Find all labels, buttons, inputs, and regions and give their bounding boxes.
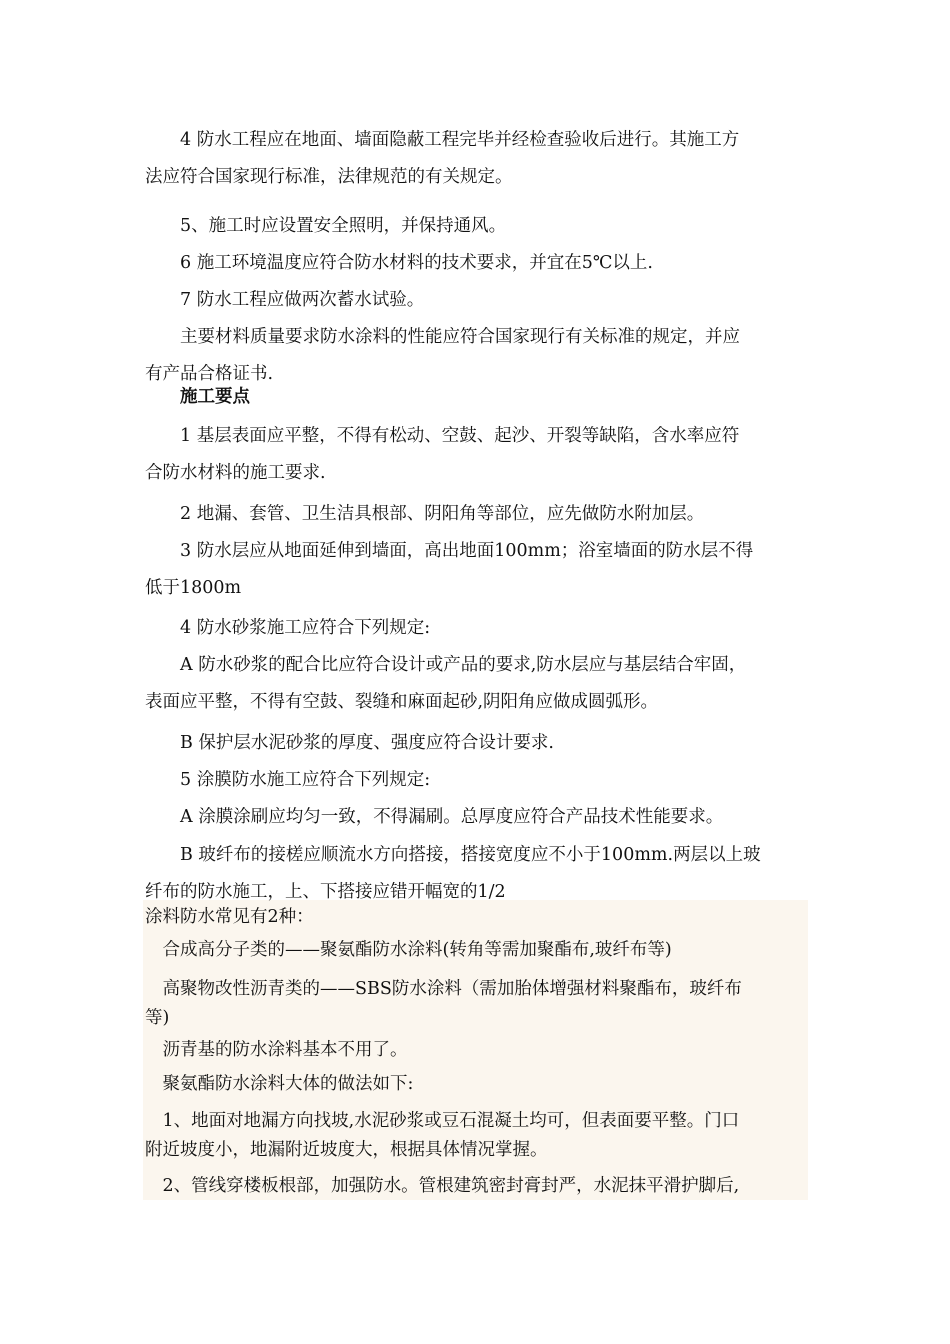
text-line: B 保护层水泥砂浆的厚度、强度应符合设计要求. bbox=[145, 733, 554, 753]
text-line: 附近坡度小，地漏附近坡度大，根据具体情况掌握。 bbox=[145, 1140, 548, 1160]
text-line: 3 防水层应从地面延伸到墙面，高出地面100mm；浴室墙面的防水层不得 bbox=[145, 541, 754, 561]
shaded-paragraph bbox=[145, 1172, 810, 1201]
text-line: 法应符合国家现行标准，法律规范的有关规定。 bbox=[145, 167, 513, 187]
paragraph bbox=[145, 282, 810, 319]
text-line: A 涂膜涂刷应均匀一致，不得漏刷。总厚度应符合产品技术性能要求。 bbox=[145, 807, 724, 827]
text-line: 合成高分子类的——聚氨酯防水涂料(转角等需加聚酯布,玻纤布等) bbox=[145, 940, 672, 960]
shaded-paragraph bbox=[145, 975, 810, 1033]
text-line: 等) bbox=[145, 1008, 170, 1028]
text-line: 沥青基的防水涂料基本不用了。 bbox=[145, 1040, 408, 1060]
shaded-paragraph bbox=[145, 1107, 810, 1165]
shaded-paragraph bbox=[145, 903, 810, 932]
text-line: 表面应平整，不得有空鼓、裂缝和麻面起砂,阴阳角应做成圆弧形。 bbox=[145, 692, 659, 712]
shaded-paragraph bbox=[145, 1070, 810, 1099]
text-line: 5、施工时应设置安全照明，并保持通风。 bbox=[145, 216, 507, 236]
paragraph bbox=[145, 647, 810, 721]
text-line: 有产品合格证书. bbox=[145, 364, 274, 384]
text-line: 6 施工环境温度应符合防水材料的技术要求，并宜在5℃以上. bbox=[145, 253, 653, 273]
text-line: 2、管线穿楼板根部，加强防水。管根建筑密封膏封严，水泥抹平滑护脚后, bbox=[145, 1176, 740, 1196]
paragraph bbox=[145, 610, 810, 647]
text-line: 高聚物改性沥青类的——SBS防水涂料（需加胎体增强材料聚酯布，玻纤布 bbox=[145, 979, 742, 999]
text-line: 低于1800m bbox=[145, 578, 242, 598]
text-line: 主要材料质量要求防水涂料的性能应符合国家现行有关标准的规定，并应 bbox=[145, 327, 740, 347]
text-line: 2 地漏、套管、卫生洁具根部、阴阳角等部位，应先做防水附加层。 bbox=[145, 504, 705, 524]
text-line: 1、地面对地漏方向找坡,水泥砂浆或豆石混凝土均可，但表面要平整。门口 bbox=[145, 1111, 740, 1131]
text-line: 5 涂膜防水施工应符合下列规定: bbox=[145, 770, 431, 790]
paragraph bbox=[145, 799, 810, 836]
paragraph bbox=[145, 122, 810, 196]
text-line: A 防水砂浆的配合比应符合设计或产品的要求,防水层应与基层结合牢固， bbox=[145, 655, 747, 675]
text-line: B 玻纤布的接槎应顺流水方向搭接，搭接宽度应不小于100mm.两层以上玻 bbox=[145, 845, 761, 865]
paragraph bbox=[145, 533, 810, 607]
text-line: 纤布的防水施工，上、下搭接应错开幅宽的1/2 bbox=[145, 882, 506, 902]
paragraph bbox=[145, 725, 810, 762]
shaded-paragraph bbox=[145, 936, 810, 965]
text-line: 4 防水砂浆施工应符合下列规定: bbox=[145, 618, 431, 638]
paragraph bbox=[145, 245, 810, 282]
text-line: 7 防水工程应做两次蓄水试验。 bbox=[145, 290, 425, 310]
text-line: 聚氨酯防水涂料大体的做法如下: bbox=[145, 1074, 414, 1094]
paragraph bbox=[145, 762, 810, 799]
paragraph bbox=[145, 418, 810, 492]
text-line: 涂料防水常见有2种： bbox=[145, 907, 314, 927]
text-line: 合防水材料的施工要求. bbox=[145, 463, 326, 483]
text-line: 4 防水工程应在地面、墙面隐蔽工程完毕并经检查验收后进行。其施工方 bbox=[145, 130, 740, 150]
section-heading: 施工要点 bbox=[145, 387, 250, 407]
text-line: 1 基层表面应平整，不得有松动、空鼓、起沙、开裂等缺陷，含水率应符 bbox=[145, 426, 740, 446]
shaded-paragraph bbox=[145, 1036, 810, 1065]
paragraph bbox=[145, 837, 810, 911]
paragraph bbox=[145, 208, 810, 245]
paragraph bbox=[145, 496, 810, 533]
